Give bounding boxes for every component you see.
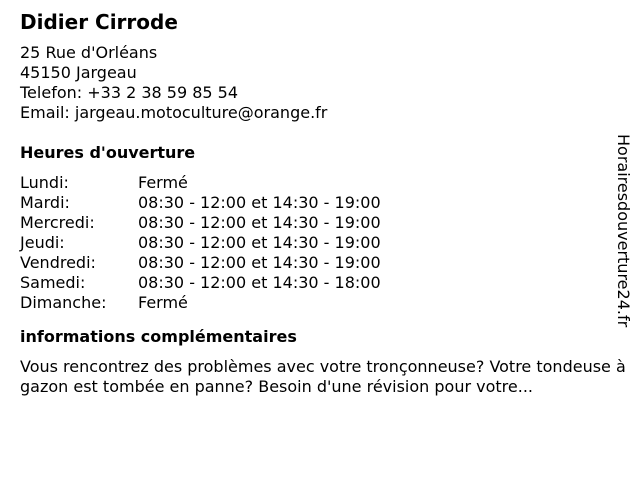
- additional-info-text: Vous rencontrez des problèmes avec votre tronçonneuse? Votre tondeuse à gazon est tombée en panne? Besoin d'une révision pour votre...: [20, 357, 626, 396]
- hours-value: Fermé: [138, 173, 188, 192]
- hours-row-thursday: [20, 233, 632, 253]
- hours-row-saturday: [20, 273, 632, 293]
- business-name: Didier Cirrode: [20, 10, 178, 34]
- email-address: Email: jargeau.motoculture@orange.fr: [20, 103, 328, 122]
- additional-info-title: informations complémentaires: [20, 327, 297, 346]
- hours-value: 08:30 - 12:00 et 14:30 - 19:00: [138, 213, 381, 232]
- hours-value: Fermé: [138, 293, 188, 312]
- phone-number: Telefon: +33 2 38 59 85 54: [20, 83, 239, 102]
- street-address: 25 Rue d'Orléans: [20, 43, 158, 62]
- hours-value: 08:30 - 12:00 et 14:30 - 19:00: [138, 193, 381, 212]
- hours-row-monday: [20, 173, 632, 193]
- day-label: Lundi:: [20, 173, 69, 192]
- opening-hours-title: Heures d'ouverture: [20, 143, 196, 162]
- hours-value: 08:30 - 12:00 et 14:30 - 18:00: [138, 273, 381, 292]
- day-label: Dimanche:: [20, 293, 107, 312]
- day-label: Jeudi:: [20, 233, 65, 252]
- business-card: [20, 8, 632, 397]
- hours-value: 08:30 - 12:00 et 14:30 - 19:00: [138, 233, 381, 252]
- day-label: Samedi:: [20, 273, 86, 292]
- day-label: Vendredi:: [20, 253, 96, 272]
- day-label: Mercredi:: [20, 213, 95, 232]
- day-label: Mardi:: [20, 193, 70, 212]
- hours-row-wednesday: [20, 213, 632, 233]
- hours-row-tuesday: [20, 193, 632, 213]
- site-watermark: Horairesdouverture24.fr: [614, 134, 633, 328]
- hours-row-sunday: [20, 293, 632, 313]
- hours-value: 08:30 - 12:00 et 14:30 - 19:00: [138, 253, 381, 272]
- hours-row-friday: [20, 253, 632, 273]
- opening-hours-table: [20, 173, 632, 313]
- contact-block: [20, 43, 632, 123]
- city-address: 45150 Jargeau: [20, 63, 137, 82]
